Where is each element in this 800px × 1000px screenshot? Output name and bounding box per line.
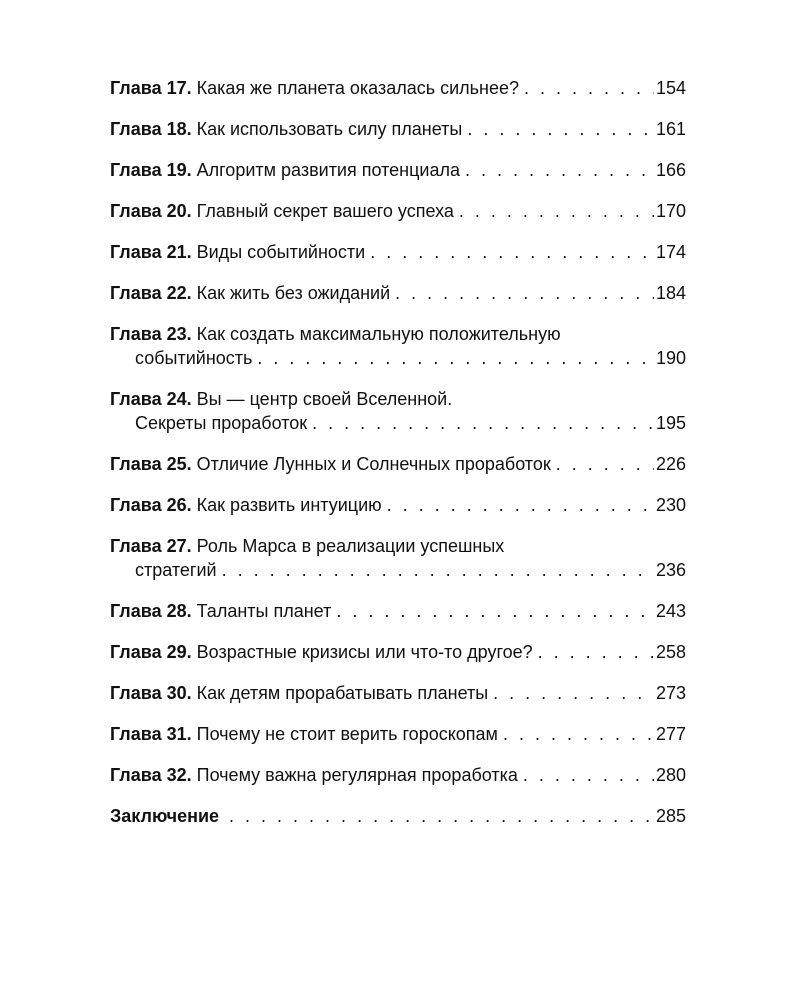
toc-entry-label: Глава 18. [110, 119, 192, 139]
toc-entry-page: 230 [655, 495, 686, 515]
toc-entry-line [110, 493, 686, 517]
toc-entry-title: Главный секрет вашего успеха [196, 201, 454, 221]
toc-entry-title: Роль Марса в реализации успешных [196, 536, 505, 556]
toc-entry [110, 158, 686, 182]
toc-entry-label: Глава 26. [110, 495, 192, 515]
toc-entry-line [110, 240, 686, 264]
toc-entry [110, 763, 686, 787]
toc-entry [110, 322, 686, 370]
toc-entry-title: Как жить без ожиданий [196, 283, 391, 303]
toc-entry-line [110, 763, 686, 787]
dot-leader [523, 763, 654, 787]
dot-leader [395, 281, 654, 305]
toc-entry-title: Как развить интуицию [196, 495, 382, 515]
toc-entry-page: 243 [655, 601, 686, 621]
toc-entry-label: Глава 19. [110, 160, 192, 180]
toc-entry-title: событийность [135, 348, 253, 368]
toc-entry-page: 273 [655, 683, 686, 703]
toc-entry-label: Глава 30. [110, 683, 192, 703]
toc-entry-page: 285 [655, 806, 686, 826]
toc-entry-label: Заключение [110, 806, 220, 826]
dot-leader [222, 558, 654, 582]
toc-entry-title: Секреты проработок [135, 413, 308, 433]
toc-entry-page: 258 [655, 642, 686, 662]
dot-leader [538, 640, 654, 664]
toc-entry-page: 166 [655, 160, 686, 180]
toc-entry [110, 117, 686, 141]
toc-entry-title: Отличие Лунных и Солнечных проработок [196, 454, 551, 474]
toc-entry-line [110, 281, 686, 305]
toc-entry-label: Глава 23. [110, 324, 192, 344]
dot-leader [493, 681, 654, 705]
toc-entry-line [110, 804, 686, 828]
dot-leader [312, 411, 654, 435]
dot-leader [459, 199, 654, 223]
dot-leader [370, 240, 654, 264]
toc-entry [110, 199, 686, 223]
toc-entry-line [110, 322, 686, 346]
toc-entry-line [110, 346, 686, 370]
toc-entry-label: Глава 21. [110, 242, 192, 262]
toc-entry-line [110, 534, 686, 558]
toc-entry [110, 640, 686, 664]
toc-entry [110, 452, 686, 476]
dot-leader [524, 76, 654, 100]
toc-entry-title: Возрастные кризисы или что-то другое? [196, 642, 533, 662]
toc-entry-title: Почему не стоит верить гороскопам [196, 724, 498, 744]
dot-leader [229, 804, 654, 828]
toc-entry [110, 534, 686, 582]
toc-entry [110, 681, 686, 705]
dot-leader [336, 599, 654, 623]
toc-entry [110, 281, 686, 305]
dot-leader [503, 722, 654, 746]
toc-entry-line [110, 158, 686, 182]
toc-entry-page: 280 [655, 765, 686, 785]
toc-entry [110, 804, 686, 828]
toc-entry-page: 226 [655, 454, 686, 474]
toc-entry-page: 184 [655, 283, 686, 303]
toc-entry-label: Глава 28. [110, 601, 192, 621]
toc-entry-label: Глава 24. [110, 389, 192, 409]
toc-entry-line [110, 599, 686, 623]
dot-leader [387, 493, 654, 517]
toc-entry-title: Алгоритм развития потенциала [196, 160, 460, 180]
toc-entry-label: Глава 22. [110, 283, 192, 303]
dot-leader [257, 346, 654, 370]
toc-entry-label: Глава 20. [110, 201, 192, 221]
toc-entry [110, 387, 686, 435]
toc-entry-line [110, 558, 686, 582]
toc-entry-line [110, 76, 686, 100]
toc-entry-label: Глава 27. [110, 536, 192, 556]
toc-entry [110, 240, 686, 264]
dot-leader [465, 158, 654, 182]
toc-entry-title: Таланты планет [196, 601, 332, 621]
toc-entry-page: 154 [655, 78, 686, 98]
toc-entry-page: 236 [655, 560, 686, 580]
toc-entry [110, 722, 686, 746]
toc-entry-page: 161 [655, 119, 686, 139]
dot-leader [467, 117, 654, 141]
toc-entry-line [110, 640, 686, 664]
toc-entry-title: Какая же планета оказалась сильнее? [196, 78, 520, 98]
toc-entry-label: Глава 25. [110, 454, 192, 474]
toc-entry-label: Глава 32. [110, 765, 192, 785]
toc-entry-line [110, 387, 686, 411]
toc-entry-title: Виды событийности [196, 242, 366, 262]
toc-entry-page: 174 [655, 242, 686, 262]
toc-entry-label: Глава 29. [110, 642, 192, 662]
toc-entry-title: Как детям прорабатывать планеты [196, 683, 489, 703]
toc-entry-title: Почему важна регулярная проработка [196, 765, 518, 785]
toc-entry-line [110, 681, 686, 705]
toc-entry [110, 76, 686, 100]
toc-entry [110, 599, 686, 623]
toc-entry-title: Вы — центр своей Вселенной. [196, 389, 453, 409]
toc-entry [110, 493, 686, 517]
toc-entry-page: 277 [655, 724, 686, 744]
toc-entry-page: 195 [655, 413, 686, 433]
toc-entry-page: 170 [655, 201, 686, 221]
toc-entry-line [110, 117, 686, 141]
toc-entry-title: Как использовать силу планеты [196, 119, 463, 139]
toc-entry-line [110, 411, 686, 435]
toc-entry-line [110, 722, 686, 746]
toc-entry-line [110, 452, 686, 476]
toc-entry-label: Глава 17. [110, 78, 192, 98]
toc-entry-page: 190 [655, 348, 686, 368]
dot-leader [556, 452, 654, 476]
toc-entry-title: стратегий [135, 560, 217, 580]
toc-entry-title: Как создать максимальную положительную [196, 324, 561, 344]
toc-entry-label: Глава 31. [110, 724, 192, 744]
toc-entry-line [110, 199, 686, 223]
